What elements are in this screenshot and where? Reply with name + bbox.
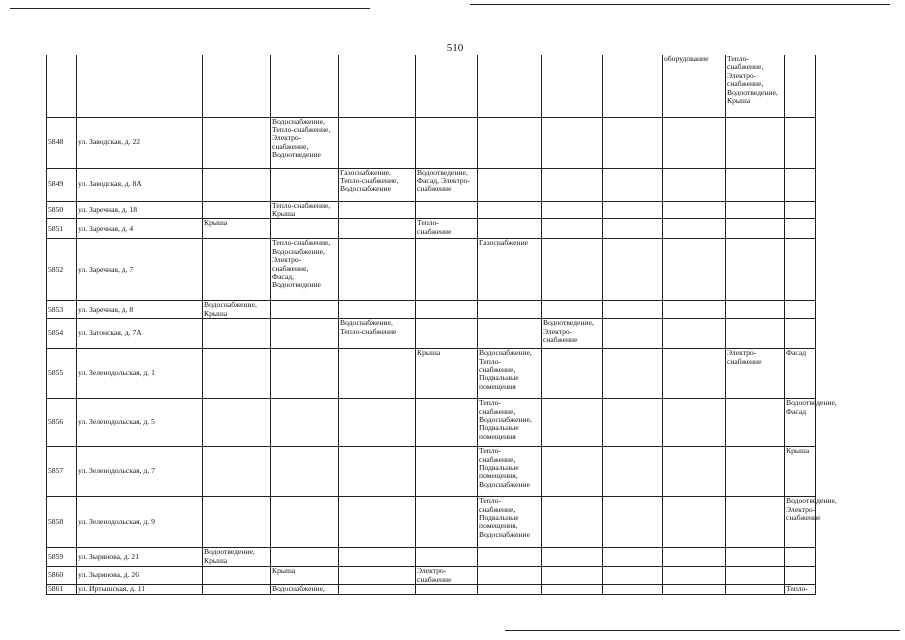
work-cell: [726, 548, 785, 567]
work-cell: [785, 349, 816, 399]
work-cell: [542, 567, 603, 585]
work-cell: [603, 219, 663, 239]
work-cell: [271, 168, 339, 201]
work-text: Водоснабжение,: [479, 414, 532, 424]
work-cell: [663, 349, 726, 399]
table-row: [47, 349, 816, 399]
work-text: Тепло-снабжение,: [340, 175, 399, 185]
work-cell: [271, 201, 339, 219]
work-cell: [271, 349, 339, 399]
work-text: Электро-: [727, 348, 757, 358]
work-cell: [339, 497, 416, 548]
table-row: [47, 319, 816, 349]
row-address: ул. Зырянова, д. 21: [77, 548, 203, 567]
work-cell: [726, 239, 785, 301]
work-text: помещения,: [479, 521, 518, 531]
work-cell: [603, 201, 663, 219]
work-cell: [203, 399, 271, 447]
work-cell: [603, 239, 663, 301]
work-cell: [339, 567, 416, 585]
work-text: Электро-: [272, 133, 302, 143]
work-cell: [785, 496, 837, 548]
work-text: оборудование: [664, 54, 709, 63]
work-cell: [663, 239, 726, 301]
work-cell: [542, 584, 603, 594]
work-text: Электро-: [543, 326, 573, 336]
work-cell: [478, 201, 542, 219]
work-text: Тепло-: [479, 496, 501, 506]
row-address: ул. Зеленодольская, д. 1: [77, 349, 203, 399]
row-number: 5851: [47, 219, 77, 239]
table-row: [47, 201, 816, 219]
work-text: Тепло-снабжение,: [272, 124, 331, 134]
work-text: снабжение: [417, 574, 452, 584]
work-cell: [785, 117, 816, 168]
work-text: Водоотведение: [272, 150, 321, 160]
work-cell: [663, 201, 726, 219]
work-text: Водоотведение,: [786, 398, 837, 408]
work-cell: [271, 567, 339, 585]
work-text: Подвальные: [479, 512, 519, 522]
work-text: Тепло-: [417, 218, 439, 228]
work-cell: [203, 497, 271, 548]
work-text: снабжение,: [479, 364, 516, 374]
work-cell: [478, 399, 542, 447]
row-number: 5861: [47, 584, 77, 594]
work-text: Тепло-: [786, 583, 808, 593]
work-text: снабжение,: [479, 504, 516, 514]
top-rule-left: [10, 8, 370, 9]
row-number: 5857: [47, 447, 77, 497]
work-cell: [542, 117, 603, 168]
work-text: помещения: [479, 381, 516, 391]
work-cell: [203, 168, 271, 201]
work-text: Крыша: [786, 446, 810, 456]
work-cell: [416, 219, 478, 239]
table-row: [47, 239, 816, 301]
work-text: Газоснабжение,: [340, 167, 391, 177]
work-cell: [785, 548, 816, 567]
work-cell: [603, 117, 663, 168]
work-cell: [271, 399, 339, 447]
work-cell: [785, 398, 837, 447]
work-cell: [663, 548, 726, 567]
work-cell: [785, 584, 816, 594]
work-text: Тепло-снабжение,: [272, 200, 331, 210]
work-text: Водоснабжение: [479, 529, 530, 539]
work-cell: [416, 168, 478, 201]
work-text: Электро-: [417, 566, 447, 576]
work-cell: [478, 447, 542, 497]
work-cell: [603, 548, 663, 567]
row-address: ул. Зырянова, д. 26: [77, 567, 203, 585]
work-cell: [339, 219, 416, 239]
work-text: помещения,: [479, 471, 518, 481]
work-text: Водоотведение: [272, 280, 321, 290]
work-text: Тепло-: [727, 54, 749, 63]
work-cell: [478, 584, 542, 594]
work-cell: [203, 548, 271, 567]
work-text: Электро-: [786, 504, 816, 514]
work-cell: [542, 201, 603, 219]
work-text: Крыша: [417, 348, 441, 358]
work-cell: [726, 55, 785, 117]
work-cell: [339, 239, 416, 301]
work-cell: [339, 349, 416, 399]
work-cell: [663, 447, 726, 497]
row-address: [77, 55, 203, 117]
work-cell: [203, 319, 271, 349]
work-cell: [663, 399, 726, 447]
work-text: Водоснабжение,: [340, 318, 393, 328]
work-cell: [478, 301, 542, 319]
work-text: Электро-: [272, 255, 302, 265]
work-text: Фасад, Электро-: [417, 175, 471, 185]
top-rule-right: [470, 4, 890, 5]
work-cell: [416, 301, 478, 319]
work-text: Водоснабжение: [479, 479, 530, 489]
row-address: ул. Затонская, д. 7А: [77, 319, 203, 349]
work-text: Подвальные: [479, 423, 519, 433]
work-cell: [416, 239, 478, 301]
work-cell: [663, 55, 726, 117]
work-cell: [603, 319, 663, 349]
work-text: снабжение: [543, 334, 578, 344]
work-cell: [203, 567, 271, 585]
work-cell: [663, 584, 726, 594]
work-cell: [603, 447, 663, 497]
work-text: снабжение: [417, 226, 452, 236]
work-cell: [542, 497, 603, 548]
work-text: снабжение,: [272, 141, 309, 151]
work-cell: [203, 301, 271, 319]
work-cell: [785, 219, 816, 239]
row-address: ул. Заводская, д. 22: [77, 117, 203, 168]
bottom-rule: [505, 630, 900, 631]
work-text: Электро-: [727, 70, 757, 80]
work-cell: [416, 548, 478, 567]
row-number: 5854: [47, 319, 77, 349]
table-row: [47, 117, 816, 168]
table-body: [47, 54, 837, 594]
work-cell: [478, 349, 542, 399]
work-cell: [478, 548, 542, 567]
row-number: 5860: [47, 567, 77, 585]
work-cell: [416, 319, 478, 349]
table-row: [47, 219, 816, 239]
work-text: Крыша: [204, 308, 228, 318]
work-text: Крыша: [272, 208, 296, 218]
row-number: 5849: [47, 168, 77, 201]
table-row: [47, 55, 816, 117]
work-text: снабжение,: [272, 263, 309, 273]
work-cell: [416, 201, 478, 219]
work-cell: [478, 567, 542, 585]
work-cell: [339, 447, 416, 497]
work-text: Водоотведение,: [786, 496, 837, 506]
row-address: ул. Заречная, д. 4: [77, 219, 203, 239]
row-address: ул. Заречная, д. 18: [77, 201, 203, 219]
table-row: [47, 584, 816, 594]
work-cell: [203, 349, 271, 399]
work-cell: [416, 349, 478, 399]
work-text: Крыша: [272, 566, 296, 576]
work-cell: [416, 497, 478, 548]
row-number: 5852: [47, 239, 77, 301]
work-cell: [203, 55, 271, 117]
work-text: снабжение: [786, 512, 821, 522]
table-row: [47, 567, 816, 585]
work-text: Крыша: [727, 96, 751, 106]
work-text: Тепло-: [479, 446, 501, 456]
work-text: Водоснабжение,: [204, 300, 257, 310]
work-text: Газоснабжение: [479, 238, 529, 248]
work-text: Водоснабжение: [340, 184, 391, 194]
work-cell: [663, 168, 726, 201]
work-text: снабжение,: [479, 454, 516, 464]
work-cell: [726, 201, 785, 219]
work-cell: [785, 319, 816, 349]
work-cell: [603, 301, 663, 319]
row-number: 5850: [47, 201, 77, 219]
work-text: снабжение,: [479, 406, 516, 416]
work-cell: [603, 168, 663, 201]
page-number: 510: [446, 42, 464, 54]
work-cell: [726, 219, 785, 239]
work-cell: [542, 239, 603, 301]
work-cell: [271, 497, 339, 548]
work-cell: [339, 399, 416, 447]
work-cell: [603, 584, 663, 594]
row-number: 5855: [47, 349, 77, 399]
work-cell: [271, 447, 339, 497]
work-cell: [478, 117, 542, 168]
work-cell: [603, 349, 663, 399]
work-text: снабжение,: [727, 62, 764, 72]
work-cell: [271, 117, 339, 168]
row-number: [47, 55, 77, 117]
work-text: Крыша: [204, 218, 228, 228]
work-cell: [478, 497, 542, 548]
work-cell: [663, 567, 726, 585]
work-text: помещения: [479, 431, 516, 441]
work-text: Крыша: [204, 555, 228, 565]
row-address: ул. Зеленодольская, д. 5: [77, 399, 203, 447]
table-row: [47, 301, 816, 319]
work-cell: [726, 319, 785, 349]
work-text: Подвальные: [479, 373, 519, 383]
work-cell: [478, 219, 542, 239]
work-text: Фасад: [786, 406, 807, 416]
work-text: снабжение: [727, 356, 762, 366]
housing-repair-table: [46, 54, 837, 595]
work-cell: [271, 548, 339, 567]
work-cell: [339, 168, 416, 201]
work-text: Водоотведение,: [727, 87, 778, 97]
work-cell: [785, 567, 816, 585]
table-row: [47, 497, 816, 548]
row-address: ул. Заречная, д. 7: [77, 239, 203, 301]
work-cell: [726, 584, 785, 594]
row-number: 5856: [47, 399, 77, 447]
table-row: [47, 447, 816, 497]
work-cell: [339, 548, 416, 567]
work-cell: [603, 399, 663, 447]
work-text: Водоснабжение,: [272, 583, 325, 593]
work-cell: [478, 319, 542, 349]
work-cell: [542, 399, 603, 447]
work-cell: [339, 584, 416, 594]
work-text: Водоснабжение,: [272, 246, 325, 256]
work-cell: [603, 55, 663, 117]
table-row: [47, 399, 816, 447]
work-text: Тепло-снабжение: [340, 326, 397, 336]
work-text: Водоснабжение,: [479, 348, 532, 358]
work-text: Тепло-: [479, 356, 501, 366]
work-cell: [416, 55, 478, 117]
row-number: 5853: [47, 301, 77, 319]
work-cell: [542, 168, 603, 201]
work-cell: [726, 349, 785, 399]
work-cell: [542, 219, 603, 239]
work-text: Тепло-: [479, 398, 501, 408]
work-cell: [339, 55, 416, 117]
work-cell: [271, 219, 339, 239]
work-cell: [203, 239, 271, 301]
work-cell: [726, 447, 785, 497]
row-address: ул. Заводская, д. 8А: [77, 168, 203, 201]
work-cell: [726, 497, 785, 548]
work-cell: [603, 567, 663, 585]
work-cell: [785, 55, 816, 117]
work-text: Фасад: [786, 348, 807, 358]
work-cell: [542, 548, 603, 567]
work-cell: [339, 117, 416, 168]
row-address: ул. Зеленодольская, д. 7: [77, 447, 203, 497]
work-cell: [726, 301, 785, 319]
work-cell: [416, 399, 478, 447]
work-cell: [785, 301, 816, 319]
work-text: снабжение,: [727, 79, 764, 89]
row-number: 5848: [47, 117, 77, 168]
work-cell: [416, 584, 478, 594]
work-cell: [271, 584, 339, 594]
work-text: снабжение: [417, 184, 452, 194]
work-cell: [663, 319, 726, 349]
row-address: ул. Заречная, д. 8: [77, 301, 203, 319]
work-cell: [203, 201, 271, 219]
work-cell: [785, 447, 816, 497]
work-cell: [726, 117, 785, 168]
work-text: Подвальные: [479, 462, 519, 472]
work-cell: [663, 497, 726, 548]
work-cell: [478, 168, 542, 201]
work-cell: [785, 201, 816, 219]
work-cell: [271, 55, 339, 117]
work-cell: [603, 497, 663, 548]
work-cell: [663, 301, 726, 319]
work-cell: [339, 319, 416, 349]
work-cell: [542, 319, 603, 349]
work-cell: [203, 447, 271, 497]
work-cell: [726, 567, 785, 585]
work-cell: [203, 117, 271, 168]
work-cell: [726, 399, 785, 447]
work-cell: [203, 584, 271, 594]
work-cell: [663, 219, 726, 239]
work-cell: [416, 567, 478, 585]
work-cell: [542, 301, 603, 319]
row-address: ул. Зеленодольская, д. 9: [77, 497, 203, 548]
work-cell: [339, 301, 416, 319]
work-cell: [542, 349, 603, 399]
table-row: [47, 548, 816, 567]
work-cell: [203, 219, 271, 239]
work-cell: [726, 168, 785, 201]
work-text: Водоснабжение,: [272, 116, 325, 126]
work-text: Водоотведение,: [417, 167, 468, 177]
work-cell: [271, 301, 339, 319]
work-cell: [478, 55, 542, 117]
work-cell: [785, 168, 816, 201]
work-text: Водоотведение,: [543, 318, 594, 328]
row-number: 5858: [47, 497, 77, 548]
work-cell: [542, 447, 603, 497]
work-cell: [339, 201, 416, 219]
work-cell: [271, 319, 339, 349]
work-cell: [271, 239, 339, 301]
work-cell: [785, 239, 816, 301]
work-text: Фасад,: [272, 271, 294, 281]
work-cell: [542, 55, 603, 117]
table-row: [47, 168, 816, 201]
row-number: 5859: [47, 548, 77, 567]
work-cell: [416, 447, 478, 497]
work-cell: [663, 117, 726, 168]
work-text: Тепло-снабжение,: [272, 238, 331, 248]
work-cell: [416, 117, 478, 168]
work-cell: [478, 239, 542, 301]
work-text: Водоотведение,: [204, 547, 255, 557]
row-address: ул. Иртышская, д. 11: [77, 584, 203, 594]
